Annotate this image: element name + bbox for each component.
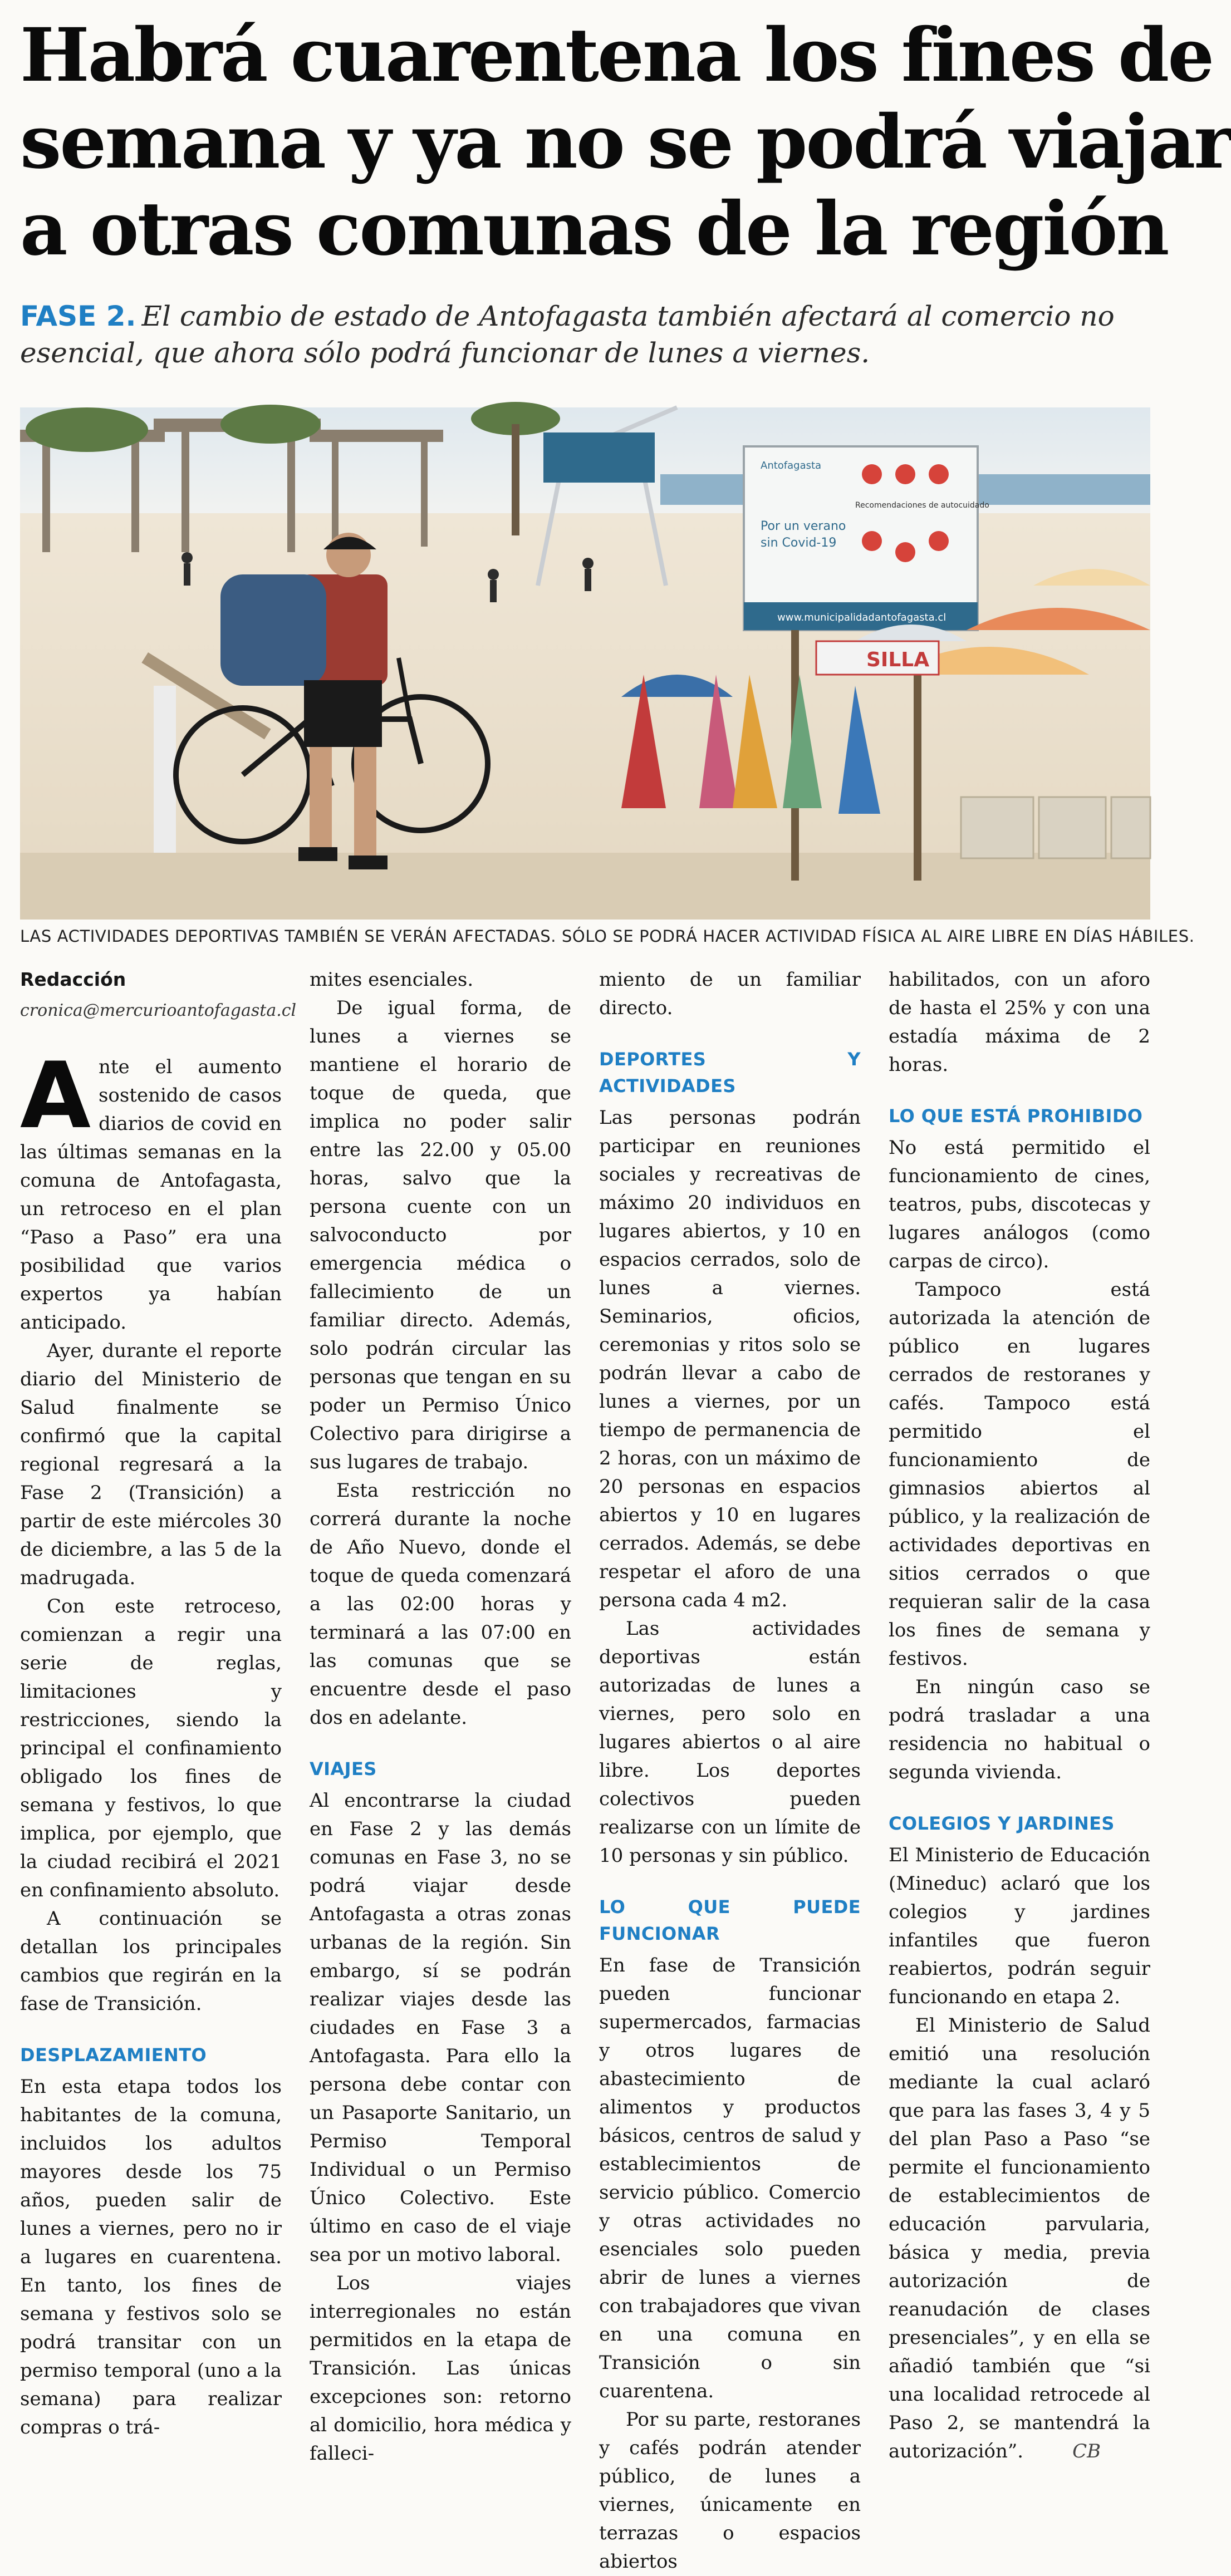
paragraph: Tampoco está autorizada la atención de público en lugares cerrados de restoranes y cafés. Tampoco está permitido el funcionamiento de gimnasios abiertos al público, y la realización de actividades deportivas en sitios cerrados o que requieran salir de la casa los fines de semana y festivos. (889, 1279, 1150, 1670)
section-heading-funcionar: LO QUE PUEDE FUNCIONAR (599, 1896, 861, 1944)
section-heading-colegios: COLEGIOS Y JARDINES (889, 1813, 1115, 1834)
paragraph: miento de un familiar directo. (599, 969, 861, 1019)
section-heading-desplazamiento: DESPLAZAMIENTO (20, 2044, 207, 2066)
paragraph: No está permitido el funcionamiento de cines, teatros, pubs, discotecas y lugares análogos (como carpas de circo). (889, 1137, 1150, 1272)
paragraph: Esta restricción no correrá durante la noche de Año Nuevo, donde el toque de queda comenzará a las 02:00 horas y terminará a las 07:00 en las comunas que se encuentre desde el paso dos en adelante. (310, 1479, 571, 1729)
headline-line-1: Habrá cuarentena los fines de (20, 12, 1213, 99)
column-4 (889, 966, 1150, 2462)
paragraph: En ningún caso se podrá trasladar a una residencia no habitual o segunda vivienda. (889, 1676, 1150, 1783)
section-heading-deportes: DEPORTES Y ACTIVIDADES (599, 1049, 861, 1097)
sign-line-1: Por un verano (761, 519, 846, 533)
paragraph (20, 1042, 282, 1337)
paragraph (889, 2012, 1150, 2466)
sign-line-2: sin Covid-19 (761, 536, 837, 550)
sign-title: Recomendaciones de autocuidado (855, 501, 989, 510)
headline (20, 12, 1231, 272)
paragraph: mites esenciales. (310, 969, 474, 991)
paragraph: Al encontrarse la ciudad en Fase 2 y las demás comunas en Fase 3, no se podrá viajar desde Antofagasta a otras zonas urbanas de la región. Sin embargo, sí se podrán realizar viajes desde las ciudades en Fase 3 a Antofagasta. Para ello la persona debe contar con un Pasaporte Sanitario, un Permiso Temporal Individual o un Permiso Único Colectivo. Este último en caso de el viaje sea por un motivo laboral. (310, 1790, 571, 2266)
beach-photo-illustration (20, 407, 1150, 920)
column-2 (310, 966, 571, 2465)
headline-line-2: semana y ya no se podrá viajar (20, 99, 1231, 185)
section-heading-viajes: VIAJES (310, 1758, 377, 1779)
paragraph: El Ministerio de Educación (Mineduc) aclaró que los colegios y jardines infantiles que fueron reabiertos, podrán seguir funcionando en etapa 2. (889, 1844, 1150, 2008)
lead-text: El cambio de estado de Antofagasta también afectará al comercio no esencial, que ahora sólo podrá funcionar de lunes a viernes. (20, 300, 1115, 369)
drop-cap: A (20, 1042, 91, 1149)
paragraph: En esta etapa todos los habitantes de la comuna, incluidos los adultos mayores desde los 75 años, pueden salir de lunes a viernes, pero no ir a lugares en cuarentena. En tanto, los fines de semana y festivos solo se podrá transitar con un permiso temporal (uno a la semana) para realizar compras o trá- (20, 2075, 282, 2439)
column-1 (20, 966, 297, 2439)
paragraph: De igual forma, de lunes a viernes se mantiene el horario de toque de queda, que implica no poder salir entre las 22.00 y 05.00 horas, salvo que la persona cuente con un salvoconducto por emergencia médica o fallecimiento de un familiar directo. Además, solo podrán circular las personas que tengan en su poder un Permiso Único Colectivo para dirigirse a sus lugares de trabajo. (310, 997, 571, 1473)
paragraph: Las personas podrán participar en reuniones sociales y recreativas de máximo 20 individuos en lugares abiertos, y 10 en espacios cerrados, solo de lunes a viernes. Seminarios, oficios, ceremonias y ritos solo se podrán llevar a cabo de lunes a viernes, por un tiempo de permanencia de 2 horas, con un máximo de 20 personas en espacios abiertos y 10 en lugares cerrados. Además, se debe respetar el aforo de una persona cada 4 m2. (599, 1107, 861, 1611)
paragraph: habilitados, con un aforo de hasta el 25% y con una estadía máxima de 2 horas. (889, 969, 1150, 1076)
author-signature: CB (1072, 2440, 1101, 2462)
paragraph: Las actividades deportivas están autorizadas de lunes a viernes, pero solo en lugares abiertos o al aire libre. Los deportes colectivos pueden realizarse con un límite de 10 personas y sin público. (599, 1618, 861, 1867)
section-heading-prohibido: LO QUE ESTÁ PROHIBIDO (889, 1105, 1143, 1127)
paragraph: Con este retroceso, comienzan a regir una serie de reglas, limitaciones y restricciones, siendo la principal el confinamiento obligado los fines de semana y festivos, lo que implica, por ejemplo, que la ciudad recibirá el 2021 en confinamiento absoluto. (20, 1595, 282, 1901)
sign-brand: Antofagasta (761, 460, 822, 471)
paragraph-text: El Ministerio de Salud emitió una resolución mediante la cual aclaró que para las fases 3, 4 y 5 del plan Paso a Paso “se permite el funcionamiento de establecimientos de educación parvularia, básica y media, previa autorización de reanudación de clases presenciales”, y en ella se añadió también que “si una localidad retrocede al Paso 2, se mantendrá la autorización”. (889, 2014, 1150, 2462)
column-3 (599, 966, 861, 2573)
beach-photo (20, 407, 1150, 920)
paragraph: A continuación se detallan los principales cambios que regirán en la fase de Transición. (20, 1907, 282, 2015)
paragraph: En fase de Transición pueden funcionar supermercados, farmacias y otros lugares de abastecimiento de alimentos y productos básicos, centros de salud y establecimientos de servicio público. Comercio y otras actividades no esenciales solo pueden abrir de lunes a viernes con trabajadores que vivan en una comuna en Transición o sin cuarentena. (599, 1954, 861, 2402)
paragraph-text: nte el aumento sostenido de casos diarios de covid en las últimas semanas en la comuna de Antofagasta, un retroceso en el plan “Paso a Paso” era una posibilidad que varios expertos ya habían anticipado. (20, 1055, 282, 1334)
article-body (20, 966, 1150, 2573)
paragraph: Ayer, durante el reporte diario del Ministerio de Salud finalmente se confirmó que la capital regional regresará a la Fase 2 (Transición) a partir de este miércoles 30 de diciembre, a las 5 de la madrugada. (20, 1339, 282, 1589)
paragraph: Los viajes interregionales no están permitidos en la etapa de Transición. Las únicas excepciones son: retorno al domicilio, hora médica y falleci- (310, 2272, 571, 2465)
lead-kicker: FASE 2. (20, 300, 136, 332)
photo-caption: LAS ACTIVIDADES DEPORTIVAS TAMBIÉN SE VERÁN AFECTADAS. SÓLO SE PODRÁ HACER ACTIVIDAD FÍSICA AL AIRE LIBRE EN DÍAS HÁBILES. (20, 927, 1195, 946)
paragraph: Por su parte, restoranes y cafés podrán atender público, de lunes a viernes, únicamente en terrazas o espacios abiertos (599, 2408, 861, 2573)
sign-url: www.municipalidadantofagasta.cl (777, 612, 946, 623)
byline-name: Redacción (20, 969, 126, 990)
lead-paragraph (20, 298, 1150, 371)
banner-text: SILLA (866, 648, 930, 671)
headline-line-3: a otras comunas de la región (20, 185, 1168, 272)
byline-email[interactable]: cronica@mercurioantofagasta.cl (20, 1000, 297, 1020)
